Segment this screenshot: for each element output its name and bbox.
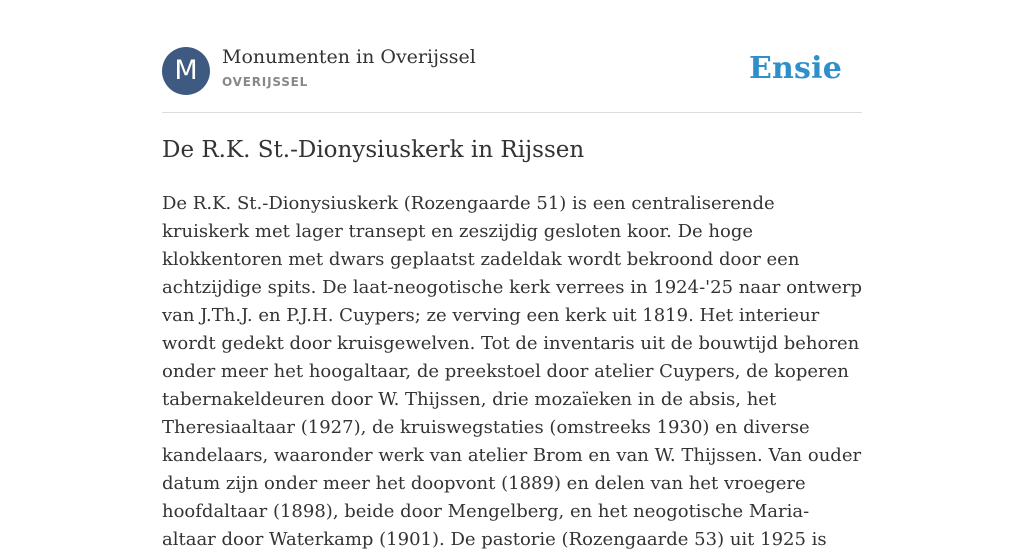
article-body: De R.K. St.-Dionysiuskerk (Rozengaarde 51) is een centraliserende kruiskerk met lager transept en zeszijdig gesloten koor. De hoge klokkentoren met dwars geplaatst zadeldak wordt bekroond door een achtzijdige spits. De laat-neogotische kerk verrees in 1924-'25 naar ontwerp van J.Th.J. en P.J.H. Cuypers; ze verving een kerk uit 1819. Het interieur wordt gedekt door kruisgewelven. Tot de inventaris uit de bouwtijd behoren onder meer het hoogaltaar, de preekstoel door atelier Cuypers, de koperen tabernakeldeuren door W. Thijssen, drie mozaïeken in de absis, het Theresiaaltaar (1927), de kruiswegstaties (omstreeks 1930) en diverse kandelaars, waaronder werk van atelier Brom en van W. Thijssen. Van ouder datum zijn onder meer het doopvont (1889) en delen van het vroegere hoofdaltaar (1898), beide door Mengelberg, en het neogotische Maria-altaar door Waterkamp (1901). De pastorie (Rozengaarde 53) uit 1925 is [162,193,862,550]
site-title-link[interactable]: Monumenten in Overijssel [222,46,476,68]
article-title: De R.K. St.-Dionysiuskerk in Rijssen [162,137,585,163]
header [162,0,862,113]
page [162,0,862,550]
site-subtitle: OVERIJSSEL [222,75,309,89]
avatar[interactable]: M [162,47,210,95]
ensie-logo-link[interactable]: Ensie [748,51,842,86]
